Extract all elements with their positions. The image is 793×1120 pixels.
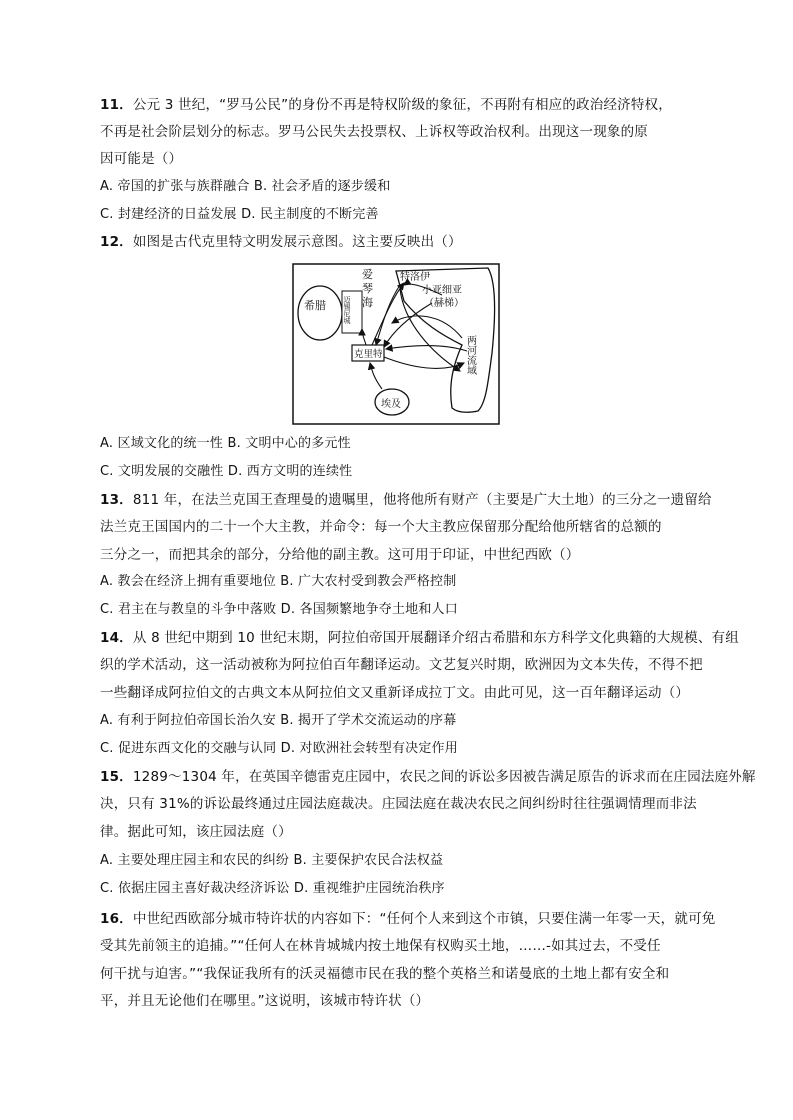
label-greece-1: 希腊 — [304, 299, 326, 312]
q16-number: 16． — [100, 911, 133, 927]
q14-line-2: 织的学术活动，这一活动被称为阿拉伯百年翻译运动。文艺复兴时期，欧洲因为文本失传，不得不把 — [100, 657, 703, 673]
label-mycenae: 迈锡尼城 — [343, 296, 351, 324]
q13-line-3: 三分之一，而把其余的部分，分给他的副主教。这可用于印证，中世纪西欧（） — [100, 547, 580, 563]
q14-line-3: 一些翻译成阿拉伯文的古典文本从阿拉伯文又重新译成拉丁文。由此可见，这一百年翻译运动（） — [100, 685, 690, 701]
label-asia-minor: 小亚细亚 — [422, 285, 462, 296]
q12-options-1: A. 区域文化的统一性 B. 文明中心的多元性 — [100, 436, 351, 451]
q11-options-2: C. 封建经济的日益发展 D. 民主制度的不断完善 — [100, 207, 379, 222]
q15-line-2: 决，只有 31%的诉讼最终通过庄园法庭裁决。庄园法庭在裁决农民之间纠纷时往往强调情理而非法 — [100, 796, 697, 812]
q15-line-3: 律。据此可知，该庄园法庭（） — [100, 824, 292, 840]
q15-line-1 — [100, 767, 756, 787]
label-aegean-2: 琴 — [362, 282, 373, 295]
q15-text-1: 1289～1304 年，在英国辛德雷克庄园中，农民之间的诉讼多因被告满足原告的诉求而在庄园法庭外解 — [132, 769, 756, 785]
label-hittite: （赫梯） — [424, 298, 464, 309]
q16-line-1 — [100, 909, 715, 929]
q15-number: 15． — [100, 769, 133, 785]
label-crete: 克里特 — [354, 349, 383, 360]
crete-civilization-diagram — [292, 263, 500, 425]
q13-line-2: 法兰克王国国内的二十一个大主教，并命令：每一个大主教应保留那分配给他所辖省的总额的 — [100, 519, 662, 535]
label-aegean-3: 海 — [362, 296, 373, 309]
label-troy: 特洛伊 — [400, 272, 430, 283]
q14-options-1: A. 有利于阿拉伯帝国长治久安 B. 揭开了学术交流运动的序幕 — [100, 713, 457, 728]
q16-line-3: 何干扰与迫害。”“我保证我所有的沃灵福德市民在我的整个英格兰和诺曼底的土地上都有安全和 — [100, 966, 670, 982]
q11-line-2: 不再是社会阶层划分的标志。罗马公民失去投票权、上诉权等政治权利。出现这一现象的原 — [100, 124, 648, 140]
q12-options-2: C. 文明发展的交融性 D. 西方文明的连续性 — [100, 464, 353, 479]
q12-line-1 — [100, 232, 462, 252]
q11-text-1: 公元 3 世纪，“罗马公民”的身份不再是特权阶级的象征，不再附有相应的政治经济特权， — [132, 97, 672, 113]
q16-line-2: 受其先前领主的追捕。”“任何人在林肯城城内按土地保有权购买土地，……-如其过去，不受任 — [100, 938, 661, 954]
q11-line-1 — [100, 95, 672, 115]
label-egypt: 埃及 — [381, 399, 401, 410]
q15-options-2: C. 依据庄园主喜好裁决经济诉讼 D. 重视维护庄园统治秩序 — [100, 881, 445, 896]
q15-options-1: A. 主要处理庄园主和农民的纠纷 B. 主要保护农民合法权益 — [100, 853, 444, 868]
q12-text-1: 如图是古代克里特文明发展示意图。这主要反映出（） — [132, 234, 462, 250]
q16-line-4: 平，并且无论他们在哪里。”这说明，该城市特许状（） — [100, 993, 430, 1009]
q13-options-2: C. 君主在与教皇的斗争中落败 D. 各国频繁地争夺土地和人口 — [100, 602, 458, 617]
q14-number: 14． — [100, 630, 133, 646]
q14-options-2: C. 促进东西文化的交融与认同 D. 对欧洲社会转型有决定作用 — [100, 741, 458, 756]
q12-number: 12． — [100, 234, 133, 250]
q13-line-1 — [100, 490, 712, 510]
q11-line-3: 因可能是（） — [100, 151, 183, 167]
q14-line-1 — [100, 628, 739, 648]
q14-text-1: 从 8 世纪中期到 10 世纪末期，阿拉伯帝国开展翻译介绍古希腊和东方科学文化典籍的大规模、有组 — [132, 630, 739, 646]
q16-text-1: 中世纪西欧部分城市特许状的内容如下：“任何个人来到这个市镇，只要住满一年零一天，就可免 — [132, 911, 716, 927]
q11-options-1: A. 帝国的扩张与族群融合 B. 社会矛盾的逐步缓和 — [100, 179, 391, 194]
label-aegean-1: 爱 — [362, 268, 373, 281]
q13-options-1: A. 教会在经济上拥有重要地位 B. 广大农村受到教会严格控制 — [100, 574, 457, 589]
q13-text-1: 811 年，在法兰克国王查理曼的遗嘱里，他将他所有财产（主要是广大土地）的三分之一遗留给 — [132, 492, 712, 508]
q13-number: 13． — [100, 492, 133, 508]
q11-number: 11． — [100, 97, 133, 113]
label-mesopotamia: 两河流域 — [464, 335, 476, 375]
